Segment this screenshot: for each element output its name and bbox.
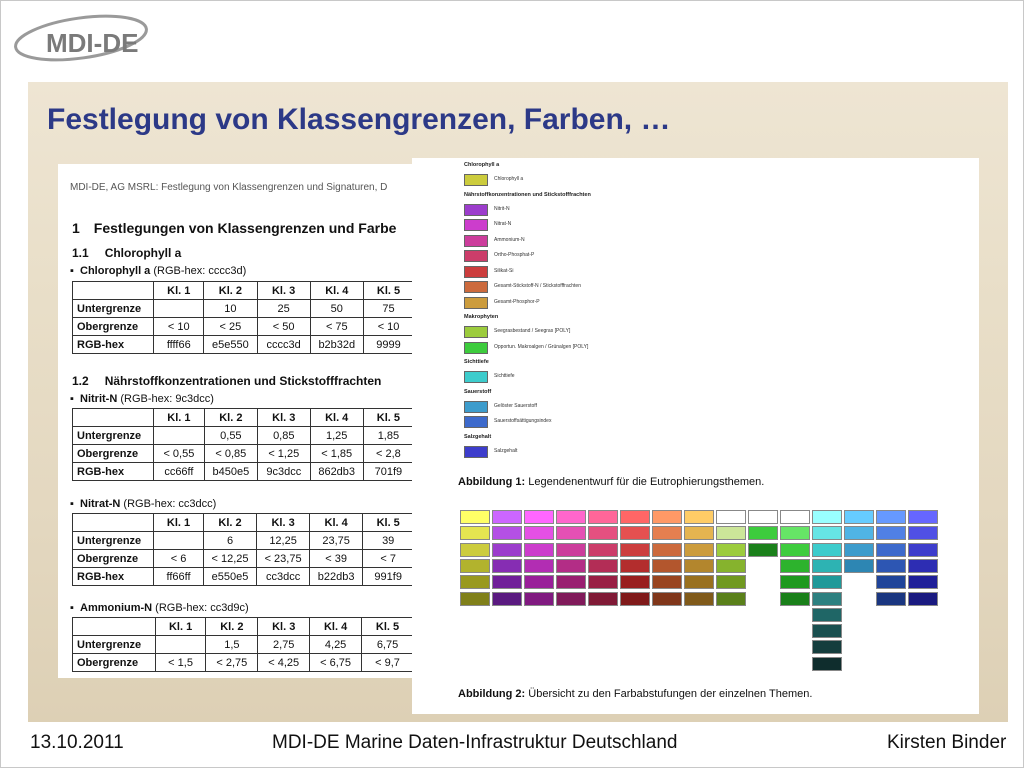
color-swatch — [588, 543, 618, 557]
table-cell: < 75 — [310, 318, 364, 336]
section-title: Festlegungen von Klassengrenzen und Farbe — [93, 220, 397, 236]
table-cell: < 10 — [154, 318, 204, 336]
table-header-row — [73, 618, 414, 636]
table-cell: < 0,55 — [154, 445, 205, 463]
table-row — [73, 300, 414, 318]
color-swatch — [844, 559, 874, 573]
color-swatch — [716, 575, 746, 589]
color-swatch — [748, 510, 778, 524]
class-table — [72, 281, 414, 354]
table-cell: 0,85 — [257, 427, 310, 445]
table-header-cell: Kl. 3 — [257, 282, 310, 300]
color-swatch — [716, 559, 746, 573]
table-row — [73, 532, 414, 550]
table-cell: < 10 — [364, 318, 414, 336]
legend-swatch — [464, 326, 488, 338]
table-header-cell: Kl. 4 — [310, 409, 363, 427]
color-swatch — [844, 510, 874, 524]
color-swatch — [524, 559, 554, 573]
legend-swatch — [464, 174, 488, 186]
color-swatch — [460, 559, 490, 573]
legend-label: Gesamt-Stickstoff-N / Stickstofffrachten — [494, 283, 581, 289]
table-cell: 9c3dcc — [257, 463, 310, 481]
table-row — [73, 568, 414, 586]
subsection-heading — [72, 374, 397, 388]
table-row — [73, 654, 414, 672]
table-cell: < 1,85 — [310, 445, 363, 463]
slide-title: Festlegung von Klassengrenzen, Farben, … — [47, 103, 671, 136]
caption-text: Legendenentwurf für die Eutrophierungsthemen. — [525, 476, 765, 488]
color-swatch — [588, 592, 618, 606]
table-cell: < 6,75 — [310, 654, 362, 672]
table-cell: < 50 — [257, 318, 310, 336]
table-cell: < 12,25 — [203, 550, 256, 568]
color-swatch — [748, 526, 778, 540]
table-row — [73, 318, 414, 336]
legend-label: Nitrat-N — [494, 221, 512, 227]
color-swatch — [876, 592, 906, 606]
color-swatch — [876, 526, 906, 540]
color-swatch — [524, 575, 554, 589]
color-swatch — [460, 543, 490, 557]
color-swatch — [876, 575, 906, 589]
table-bullet: ▪ Nitrit-N (RGB-hex: 9c3dcc) — [70, 393, 214, 405]
table-cell: < 2,8 — [363, 445, 413, 463]
legend-swatch — [464, 266, 488, 278]
legend-label: Ammonium-N — [494, 236, 525, 243]
color-swatch — [908, 526, 938, 540]
legend-swatch — [464, 235, 488, 247]
color-swatch — [524, 510, 554, 524]
figure-caption-1 — [458, 476, 764, 488]
table-cell: e5e550 — [204, 336, 258, 354]
table-row-label: Obergrenze — [73, 445, 154, 463]
table-row — [73, 336, 414, 354]
color-swatch — [844, 526, 874, 540]
legend-label: Sichttiefe — [494, 373, 515, 379]
legend-section-title: Chlorophyll a — [464, 162, 500, 168]
caption-label: Abbildung 2: — [458, 688, 526, 700]
color-swatch — [876, 543, 906, 557]
table-header-cell: Kl. 1 — [155, 618, 206, 636]
color-swatch — [652, 559, 682, 573]
color-swatch — [684, 543, 714, 557]
table-cell — [155, 636, 206, 654]
color-swatch — [812, 510, 842, 524]
color-swatch — [812, 575, 842, 589]
color-swatch — [908, 510, 938, 524]
color-swatch — [652, 592, 682, 606]
legend-section-title: Nährstoffkonzentrationen und Stickstofffrachten — [464, 191, 591, 198]
table-cell: 1,85 — [363, 427, 413, 445]
table-cell: 25 — [257, 300, 310, 318]
table-cell: 1,5 — [206, 636, 258, 654]
table-cell: cc66ff — [154, 463, 205, 481]
color-swatch — [620, 543, 650, 557]
table-cell: 39 — [363, 532, 414, 550]
table-header-row — [73, 282, 414, 300]
table-cell: 1,25 — [310, 427, 363, 445]
table-cell: 2,75 — [258, 636, 310, 654]
color-swatch — [652, 543, 682, 557]
table-cell: < 25 — [204, 318, 258, 336]
color-swatch — [492, 575, 522, 589]
color-swatch — [620, 510, 650, 524]
table-cell — [154, 532, 203, 550]
color-swatch — [556, 592, 586, 606]
mdi-de-logo — [10, 10, 152, 66]
color-swatch — [812, 592, 842, 606]
logo-text: MDI-DE — [46, 28, 139, 58]
color-swatch — [876, 510, 906, 524]
table-header-cell: Kl. 4 — [310, 282, 364, 300]
table-corner-cell — [73, 282, 154, 300]
table-cell: 991f9 — [363, 568, 414, 586]
color-swatch — [812, 640, 842, 654]
color-swatch — [492, 592, 522, 606]
table-cell: 23,75 — [309, 532, 362, 550]
color-swatch — [908, 559, 938, 573]
table-cell: < 1,25 — [257, 445, 310, 463]
table-row-label: Untergrenze — [73, 300, 154, 318]
color-swatch — [780, 559, 810, 573]
table-cell: b450e5 — [204, 463, 257, 481]
table-cell: b2b32d — [310, 336, 364, 354]
table-row — [73, 427, 414, 445]
legend-section-title: Sichttiefe — [464, 359, 489, 365]
color-swatch — [716, 543, 746, 557]
color-swatch — [748, 543, 778, 557]
table-header-cell: Kl. 1 — [154, 514, 203, 532]
table-cell: < 1,5 — [155, 654, 206, 672]
table-header-cell: Kl. 5 — [363, 409, 413, 427]
color-swatch — [780, 510, 810, 524]
table-bullet: ▪ Nitrat-N (RGB-hex: cc3dcc) — [70, 498, 217, 510]
color-swatch — [620, 575, 650, 589]
table-row-label: RGB-hex — [73, 336, 154, 354]
color-swatch — [716, 592, 746, 606]
table-bullet: ▪ Chlorophyll a (RGB-hex: cccc3d) — [70, 265, 247, 277]
legend-swatch — [464, 204, 488, 216]
parameter-name: Nitrat-N — [80, 498, 121, 510]
table-cell: 12,25 — [257, 532, 310, 550]
color-swatch — [556, 575, 586, 589]
legend-swatch — [464, 342, 488, 354]
table-cell: b22db3 — [309, 568, 362, 586]
color-gradation-matrix — [460, 510, 940, 710]
table-row-label: RGB-hex — [73, 568, 154, 586]
parameter-name: Chlorophyll a — [80, 265, 151, 277]
color-swatch — [684, 592, 714, 606]
footer-author: Kirsten Binder — [887, 732, 1007, 753]
table-cell: < 4,25 — [258, 654, 310, 672]
color-swatch — [716, 510, 746, 524]
table-cell: ffff66 — [154, 336, 204, 354]
table-cell: < 6 — [154, 550, 203, 568]
color-swatch — [780, 543, 810, 557]
legend-label: Nitrit-N — [494, 205, 510, 212]
color-swatch — [684, 526, 714, 540]
table-cell: 6 — [203, 532, 256, 550]
legend-label: Chlorophyll a — [494, 176, 524, 182]
table-header-cell: Kl. 3 — [258, 618, 310, 636]
table-row — [73, 463, 414, 481]
color-swatch — [780, 526, 810, 540]
color-swatch — [812, 559, 842, 573]
color-swatch — [492, 526, 522, 540]
table-header-cell: Kl. 3 — [257, 514, 310, 532]
legend-section-title: Sauerstoff — [464, 388, 492, 395]
color-swatch — [684, 575, 714, 589]
table-cell: e550e5 — [203, 568, 256, 586]
table-cell: 0,55 — [204, 427, 257, 445]
table-corner-cell — [73, 409, 154, 427]
table-header-cell: Kl. 4 — [310, 618, 362, 636]
table-header-cell: Kl. 2 — [206, 618, 258, 636]
legend-label: Silikat-Si — [494, 267, 514, 274]
color-swatch — [908, 543, 938, 557]
table-cell: 6,75 — [362, 636, 414, 654]
caption-label: Abbildung 1: — [458, 476, 526, 488]
legend-swatch — [464, 297, 488, 309]
color-swatch — [492, 510, 522, 524]
table-cell — [154, 427, 205, 445]
color-swatch — [620, 559, 650, 573]
class-table — [72, 408, 414, 481]
legend-swatch — [464, 281, 488, 293]
table-cell: cc3dcc — [257, 568, 310, 586]
table-header-cell: Kl. 2 — [204, 282, 258, 300]
color-swatch — [652, 575, 682, 589]
color-swatch — [780, 575, 810, 589]
color-swatch — [716, 526, 746, 540]
table-corner-cell — [73, 618, 156, 636]
color-swatch — [812, 624, 842, 638]
table-header-cell: Kl. 5 — [364, 282, 414, 300]
legend-label: Ortho-Phosphat-P — [494, 252, 535, 258]
color-swatch — [620, 526, 650, 540]
color-swatch — [556, 559, 586, 573]
table-header-cell: Kl. 2 — [203, 514, 256, 532]
subsection-heading — [72, 246, 197, 260]
color-swatch — [588, 575, 618, 589]
legend-swatch — [464, 250, 488, 262]
class-table — [72, 513, 414, 586]
legend-swatch — [464, 371, 488, 383]
parameter-name: Nitrit-N — [80, 393, 118, 405]
section-number: 1 — [72, 220, 80, 236]
color-swatch — [556, 543, 586, 557]
table-cell: < 7 — [363, 550, 414, 568]
color-swatch — [524, 592, 554, 606]
table-row — [73, 445, 414, 463]
legend-section-title: Salzgehalt — [464, 433, 492, 440]
legend-figure-panel — [412, 158, 979, 714]
footer-title: MDI-DE Marine Daten-Infrastruktur Deutschland — [272, 732, 678, 753]
color-swatch — [812, 608, 842, 622]
table-header-cell: Kl. 5 — [363, 514, 414, 532]
color-swatch — [812, 657, 842, 671]
color-swatch — [524, 526, 554, 540]
legend-swatch — [464, 446, 488, 458]
color-swatch — [460, 510, 490, 524]
legend-label: Sauerstoffsättigungsindex — [494, 418, 552, 424]
table-cell: < 39 — [309, 550, 362, 568]
color-swatch — [588, 510, 618, 524]
table-row-label: Obergrenze — [73, 550, 154, 568]
color-swatch — [812, 526, 842, 540]
color-swatch — [556, 526, 586, 540]
legend-label: Gelöster Sauerstoff — [494, 402, 537, 409]
table-row-label: Obergrenze — [73, 318, 154, 336]
table-cell: ff66ff — [154, 568, 203, 586]
footer-date: 13.10.2011 — [30, 732, 124, 753]
table-row-label: Untergrenze — [73, 427, 154, 445]
table-cell: 862db3 — [310, 463, 363, 481]
table-bullet: ▪ Ammonium-N (RGB-hex: cc3d9c) — [70, 602, 249, 614]
parameter-name: Ammonium-N — [80, 602, 153, 614]
legend-label: Seegrasbestand / Seegras [POLY] — [494, 328, 571, 334]
color-swatch — [588, 559, 618, 573]
table-corner-cell — [73, 514, 154, 532]
color-swatch — [460, 592, 490, 606]
legend-label: Opportun. Makroalgen / Grünalgen [POLY] — [494, 343, 589, 350]
table-cell: cccc3d — [257, 336, 310, 354]
subsection-number: 1.1 — [72, 246, 89, 260]
table-row — [73, 636, 414, 654]
table-cell: 10 — [204, 300, 258, 318]
caption-text: Übersicht zu den Farbabstufungen der einzelnen Themen. — [525, 688, 813, 700]
subsection-title: Nährstoffkonzentrationen und Stickstofffrachten — [104, 374, 382, 388]
table-cell — [154, 300, 204, 318]
color-swatch — [876, 559, 906, 573]
color-swatch — [652, 510, 682, 524]
legend-swatch — [464, 219, 488, 231]
color-swatch — [556, 510, 586, 524]
document-excerpt — [58, 164, 414, 678]
table-header-row — [73, 514, 414, 532]
table-cell: 4,25 — [310, 636, 362, 654]
color-swatch — [524, 543, 554, 557]
color-swatch — [844, 543, 874, 557]
color-swatch — [684, 559, 714, 573]
legend-draft — [460, 158, 650, 472]
section-heading — [72, 220, 410, 236]
document-header: MDI-DE, AG MSRL: Festlegung von Klassengrenzen und Signaturen, D — [70, 182, 388, 193]
table-cell: < 2,75 — [206, 654, 258, 672]
table-row — [73, 550, 414, 568]
table-cell: < 23,75 — [257, 550, 310, 568]
parameter-hex: (RGB-hex: cc3d9c) — [152, 602, 249, 614]
table-header-cell: Kl. 4 — [309, 514, 362, 532]
color-swatch — [588, 526, 618, 540]
table-cell: 50 — [310, 300, 364, 318]
parameter-hex: (RGB-hex: 9c3dcc) — [117, 393, 214, 405]
table-cell: 75 — [364, 300, 414, 318]
table-row-label: Obergrenze — [73, 654, 156, 672]
subsection-title: Chlorophyll a — [104, 246, 182, 260]
table-row-label: RGB-hex — [73, 463, 154, 481]
legend-swatch — [464, 401, 488, 413]
table-header-cell: Kl. 1 — [154, 409, 205, 427]
table-header-cell: Kl. 2 — [204, 409, 257, 427]
table-row-label: Untergrenze — [73, 532, 154, 550]
table-cell: 701f9 — [363, 463, 413, 481]
color-swatch — [908, 575, 938, 589]
parameter-hex: (RGB-hex: cccc3d) — [150, 265, 247, 277]
legend-label: Salzgehalt — [494, 447, 518, 454]
color-swatch — [460, 575, 490, 589]
legend-section-title: Makrophyten — [464, 314, 499, 320]
table-cell: < 9,7 — [362, 654, 414, 672]
legend-swatch — [464, 416, 488, 428]
subsection-number: 1.2 — [72, 374, 89, 388]
table-header-cell: Kl. 3 — [257, 409, 310, 427]
table-header-row — [73, 409, 414, 427]
table-cell: 9999 — [364, 336, 414, 354]
table-cell: < 0,85 — [204, 445, 257, 463]
class-table — [72, 617, 414, 672]
color-swatch — [620, 592, 650, 606]
color-swatch — [780, 592, 810, 606]
color-swatch — [908, 592, 938, 606]
color-swatch — [684, 510, 714, 524]
figure-caption-2 — [458, 688, 812, 700]
color-swatch — [812, 543, 842, 557]
color-swatch — [492, 543, 522, 557]
color-swatch — [460, 526, 490, 540]
table-header-cell: Kl. 1 — [154, 282, 204, 300]
color-swatch — [652, 526, 682, 540]
color-swatch — [492, 559, 522, 573]
table-header-cell: Kl. 5 — [362, 618, 414, 636]
table-row-label: Untergrenze — [73, 636, 156, 654]
parameter-hex: (RGB-hex: cc3dcc) — [120, 498, 217, 510]
legend-label: Gesamt-Phosphor-P — [494, 298, 540, 305]
